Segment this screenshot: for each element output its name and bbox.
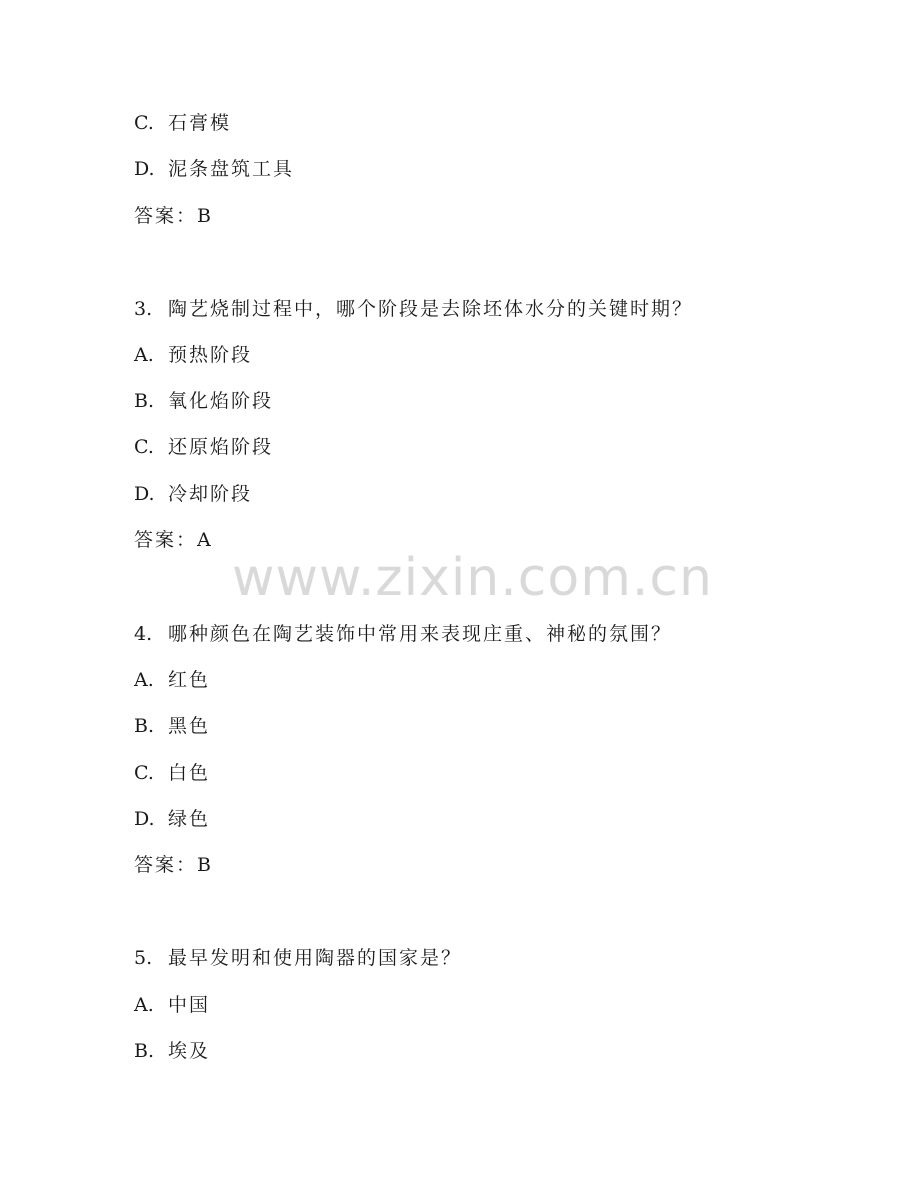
option-label: D. [134,158,155,180]
option-text: 埃及 [168,1040,211,1062]
q3-option-d [134,482,252,506]
watermark: www.zixin.com.cn [232,548,713,608]
option-label: C. [134,436,154,458]
question-number: 3. [134,298,153,320]
question-number: 5. [134,947,153,969]
option-text: 泥条盘筑工具 [168,158,295,180]
option-label: A. [134,344,154,366]
option-text: 黑色 [168,715,211,737]
q3-option-b [134,389,273,413]
option-label: D. [134,808,155,830]
question-text: 哪种颜色在陶艺装饰中常用来表现庄重、神秘的氛围？ [168,623,673,645]
option-text: 预热阶段 [168,344,253,366]
q2-answer: 答案：B [134,205,213,227]
q4-question [134,622,672,646]
q3-option-a [134,343,252,367]
q3-answer: 答案：A [134,529,213,551]
q3-question [134,297,693,321]
option-text: 还原焰阶段 [168,436,274,458]
option-text: 白色 [168,762,211,784]
option-label: D. [134,483,155,505]
question-text: 陶艺烧制过程中，哪个阶段是去除坯体水分的关键时期？ [168,298,694,320]
option-label: A. [134,669,154,691]
option-label: C. [134,762,154,784]
option-label: C. [134,112,154,134]
option-label: B. [134,715,155,737]
option-text: 中国 [168,994,211,1016]
q4-option-d [134,807,210,831]
option-text: 氧化焰阶段 [168,390,274,412]
q4-option-c [134,761,210,785]
option-label: A. [134,994,154,1016]
question-text: 最早发明和使用陶器的国家是？ [168,947,463,969]
option-text: 红色 [168,669,211,691]
option-label: B. [134,390,155,412]
q5-question [134,946,462,970]
q4-answer: 答案：B [134,854,213,876]
q4-option-a [134,668,210,692]
option-label: B. [134,1040,155,1062]
q5-option-a [134,993,210,1017]
q2-option-c [134,111,231,135]
q5-option-b [134,1039,210,1063]
option-text: 绿色 [168,808,211,830]
q2-option-d [134,157,294,181]
q4-option-b [134,714,210,738]
option-text: 冷却阶段 [168,483,253,505]
question-number: 4. [134,623,153,645]
q3-option-c [134,435,273,459]
option-text: 石膏模 [168,112,232,134]
